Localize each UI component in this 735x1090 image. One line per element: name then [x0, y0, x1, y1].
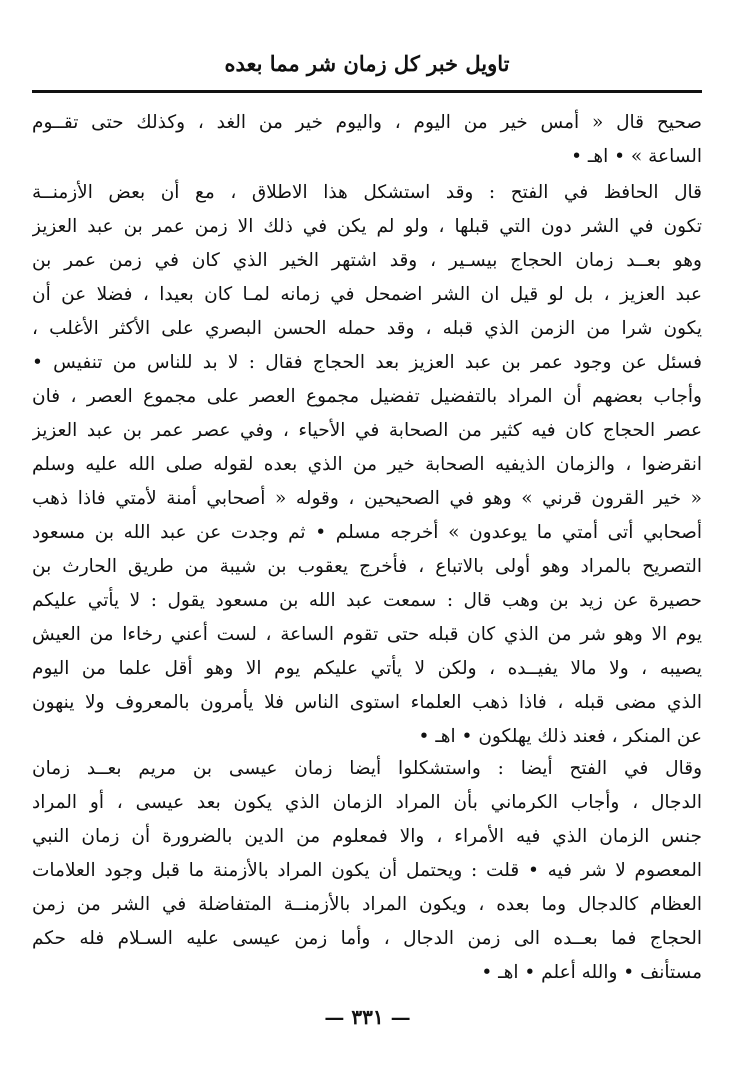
text-line: المعصوم لا شر فيه • قلت : ويحتمل أن يكون المراد بالأزمنة ما قبل وجود العلامات	[32, 860, 702, 881]
text-line: قال الحافظ في الفتح : وقد استشكل هذا الاطلاق ، مع أن بعض الأزمنــة	[32, 182, 702, 203]
text-line: جنس الزمان الذي فيه الأمراء ، والا فمعلوم من الدين بالضرورة أن زمان النبي	[32, 826, 702, 847]
text-line: انقرضوا ، والزمان الذيفيه الصحابة خير من الذي بعده لقوله صلى الله عليه وسلم	[32, 454, 702, 475]
running-header-title: تاويل خبر كل زمان شر مما بعده	[224, 51, 510, 76]
text-line: مستأنف • والله أعلم • اهـ •	[481, 962, 702, 983]
header-rule	[32, 90, 702, 93]
text-line: الذي مضى قبله ، فاذا ذهب العلماء استوى الناس فلا يأمرون بالمعروف ولا ينهون	[32, 692, 702, 713]
text-line: تكون في الشر دون التي قبلها ، ولو لم يكن في ذلك الا زمن عمر بن عبد العزيز	[32, 216, 702, 237]
text-line: صحيح قال « أمس خير من اليوم ، واليوم خير من الغد ، وكذلك حتى تقــوم	[32, 112, 702, 133]
text-line: فسئل عن وجود عمر بن عبد العزيز بعد الحجاج فقال : لا بد للناس من تنفيس •	[32, 352, 702, 373]
text-line: الساعة » • اهـ •	[571, 146, 702, 167]
text-line: عن المنكر ، فعند ذلك يهلكون • اهـ •	[418, 726, 702, 747]
text-line: عصر الحجاج كان فيه كثير من الصحابة في الأحياء ، وفي عصر عمر بن عبد العزيز	[32, 420, 702, 441]
text-line: الدجال ، وأجاب الكرماني بأن المراد الزمان الذي يكون بعد عيسى ، أو المراد	[32, 792, 702, 813]
text-line: أصحابي أتى أمتي ما يوعدون » أخرجه مسلم • ثم وجدت عن عبد الله بن مسعود	[32, 522, 702, 543]
text-line: وقال في الفتح أيضا : واستشكلوا أيضا زمان عيسى بن مريم بعــد زمان	[32, 758, 702, 779]
text-line: يكون شرا من الزمن الذي قبله ، وقد حمله الحسن البصري على الأكثر الأغلب ،	[32, 318, 702, 339]
text-line: العظام كالدجال وما بعده ، ويكون المراد بالأزمنــة المتفاضلة في الشر من زمن	[32, 894, 702, 915]
paragraph-3	[32, 752, 702, 990]
text-line: يوم الا وهو شر من الذي كان قبله حتى تقوم الساعة ، لست أعني رخاءا من العيش	[32, 624, 702, 645]
paragraph-2	[32, 176, 702, 754]
text-line: وأجاب بعضهم أن المراد بالتفضيل تفضيل مجموع العصر على مجموع العصر ، فان	[32, 386, 702, 407]
text-line: « خير القرون قرني » وهو في الصحيحين ، وقوله « أصحابي أمنة لأمتي فاذا ذهب	[32, 488, 702, 509]
text-line: وهو بعــد زمان الحجاج بيسـير ، وقد اشتهر الخير الذي كان في زمن عمر بن	[32, 250, 702, 271]
text-line: الحجاج فما بعــده الى زمن الدجال ، وأما زمن عيسى عليه السـلام فله حكم	[32, 928, 702, 949]
text-line: حصيرة عن زيد بن وهب قال : سمعت عبد الله بن مسعود يقول : لا يأتي عليكم	[32, 590, 702, 611]
paragraph-1	[32, 106, 702, 174]
text-line: يصيبه ، ولا مالا يفيــده ، ولكن لا يأتي عليكم يوم الا وهو أقل علما من اليوم	[32, 658, 702, 679]
text-line: عبد العزيز ، بل لو قيل ان الشر اضمحل في زمانه لمـا كان بعيدا ، فضلا عن أن	[32, 284, 702, 305]
page-number: — ٣٣١ —	[324, 1005, 411, 1029]
text-line: التصريح بالمراد وهو أولى بالاتباع ، فأخرج يعقوب بن شيبة من طريق الحارث بن	[32, 556, 702, 577]
